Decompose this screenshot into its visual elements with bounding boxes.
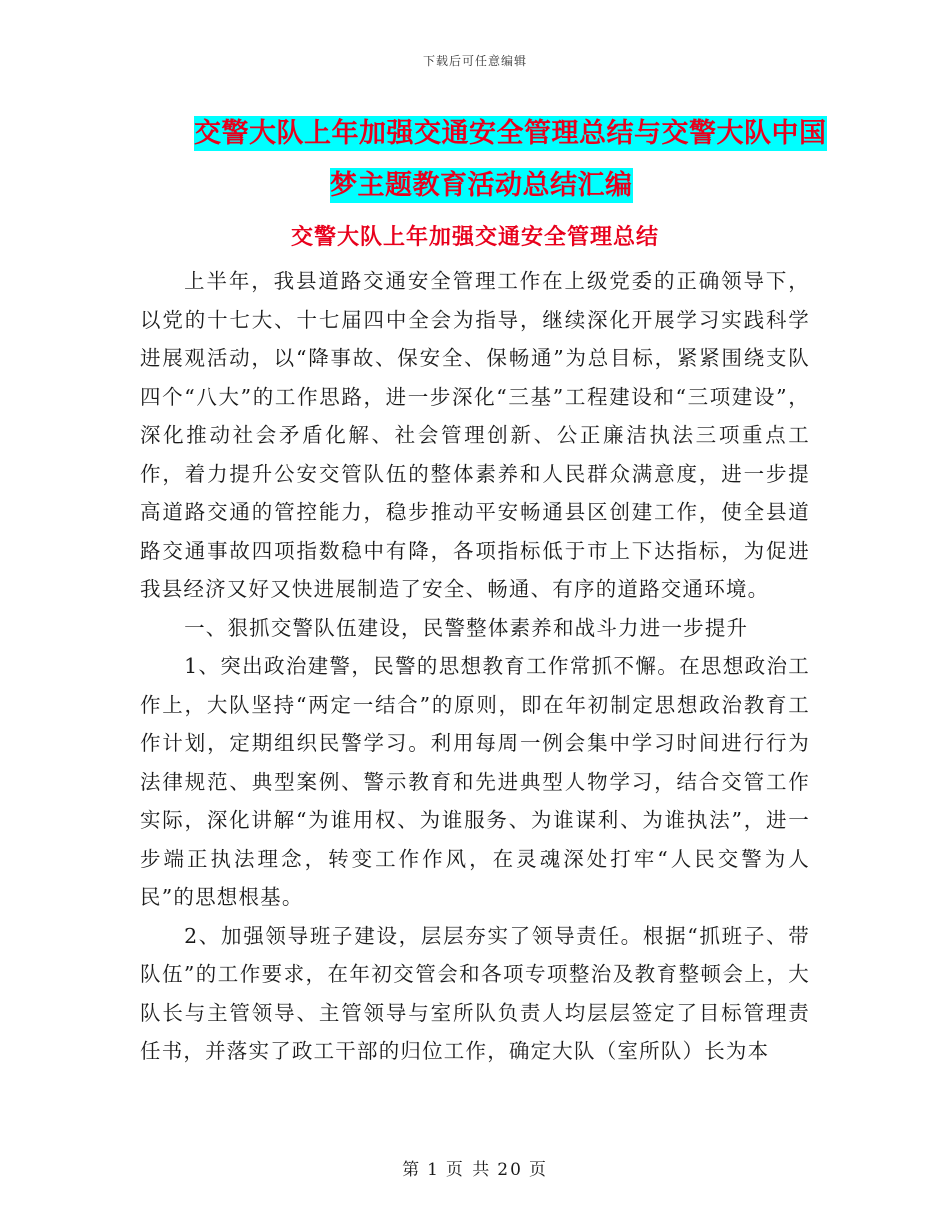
title-line-1 xyxy=(140,108,840,160)
document-body xyxy=(140,262,810,1071)
paragraph-intro: 上半年，我县道路交通安全管理工作在上级党委的正确领导下，以党的十七大、十七届四中全会为指导，继续深化开展学习实践科学进展观活动，以“降事故、保安全、保畅通”为总目标，紧紧围绕支队四个“八大”的工作思路，进一步深化“三基”工程建设和“三项建设”，深化推动社会矛盾化解、社会管理创新、公正廉洁执法三项重点工作，着力提升公安交管队伍的整体素养和人民群众满意度，进一步提高道路交通的管控能力，稳步推动平安畅通县区创建工作，使全县道路交通事故四项指数稳中有降，各项指标低于市上下达指标，为促进我县经济又好又快进展制造了安全、畅通、有序的道路交通环境。 xyxy=(140,269,810,601)
title-line-1-text: 交警大队上年加强交通安全管理总结与交警大队中国 xyxy=(194,118,827,149)
page-header-note: 下载后可任意编辑 xyxy=(422,54,527,68)
footer-middle: 页 共 xyxy=(445,1160,492,1180)
paragraph-item-2: 2、加强领导班子建设，层层夯实了领导责任。根据“抓班子、带队伍”的工作要求，在年初交管会和各项专项整治及教育整顿会上，大队长与主管领导、主管领导与室所队负责人均层层签定了目标管理责任书，并落实了政工干部的归位工作，确定大队（室所队）长为本 xyxy=(140,923,810,1063)
title-line-2-text: 梦主题教育活动总结汇编 xyxy=(330,170,633,201)
paragraph-item-1: 1、突出政治建警，民警的思想教育工作常抓不懈。在思想政治工作上，大队坚持“两定一结合”的原则，即在年初制定思想政治教育工作计划，定期组织民警学习。利用每周一例会集中学习时间进行行为法律规范、典型案例、警示教育和先进典型人物学习，结合交管工作实际，深化讲解“为谁用权、为谁服务、为谁谋利、为谁执法”，进一步端正执法理念，转变工作作风，在灵魂深处打牢“人民交警为人民”的思想根基。 xyxy=(140,654,810,909)
document-title xyxy=(140,108,840,212)
page-footer xyxy=(0,1155,950,1180)
paragraph-heading-1: 一、狠抓交警队伍建设，民警整体素养和战斗力进一步提升 xyxy=(184,615,749,640)
title-line-2 xyxy=(140,160,840,212)
footer-suffix: 页 xyxy=(528,1160,548,1180)
section-title: 交警大队上年加强交通安全管理总结 xyxy=(290,225,659,250)
footer-page-number: 1 xyxy=(427,1160,440,1180)
footer-prefix: 第 xyxy=(402,1160,422,1180)
footer-total-pages: 20 xyxy=(497,1160,523,1180)
